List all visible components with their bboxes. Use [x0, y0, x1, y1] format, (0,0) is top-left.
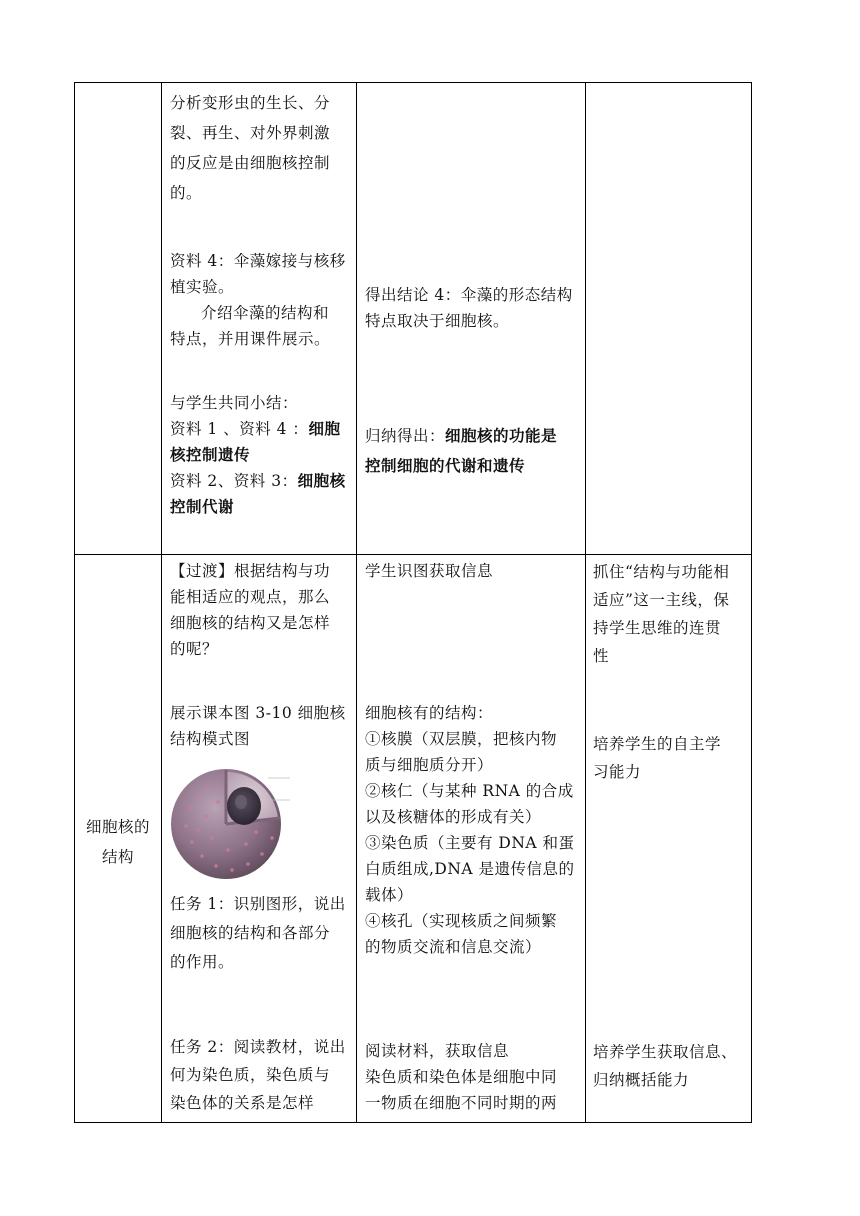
identify-text: [365, 558, 583, 584]
text-line: 展示课本图 3-10 细胞核: [170, 704, 346, 722]
design-intent-2: [593, 730, 751, 786]
text-line: 结构模式图: [170, 730, 251, 748]
text-line: 染色质和染色体是细胞中同: [365, 1068, 558, 1086]
row-divider: [74, 554, 752, 555]
text-line: 染色体的关系是怎样: [170, 1094, 315, 1112]
task-2: [170, 1033, 355, 1117]
text-line: 特点，并用课件展示。: [170, 330, 331, 348]
material-4: [170, 248, 355, 352]
structure-item: 载体）: [365, 886, 414, 904]
section-label: [75, 812, 161, 872]
text-line: 的作用。: [170, 953, 235, 971]
text-line: 抓住“结构与功能相: [593, 563, 730, 581]
design-intent-1: [593, 558, 751, 670]
col-border-3: [356, 82, 357, 1123]
text-line: 培养学生的自主学: [593, 735, 722, 753]
text-line: 一物质在细胞不同时期的两: [365, 1094, 558, 1112]
text-line: 能相适应的观点，那么: [170, 588, 331, 606]
nucleolus-highlight: [235, 795, 247, 809]
text-line: 植实验。: [170, 278, 235, 296]
row1-teacher-activity: [170, 88, 355, 208]
task-1: [170, 890, 355, 977]
structure-item: 白质组成,DNA 是遗传信息的: [365, 860, 575, 878]
table-bottom-border: [74, 1122, 752, 1123]
structure-item: 以及核糖体的形成有关）: [365, 808, 542, 826]
text-line: 习能力: [593, 763, 642, 781]
show-figure-block: [170, 700, 355, 752]
induce-line-1: [365, 423, 583, 449]
structure-item: ③染色质（主要有 DNA 和蛋: [365, 834, 575, 852]
summary-bold-line: 控制代谢: [170, 498, 235, 516]
text-line: 培养学生获取信息、: [593, 1043, 738, 1061]
transition-block: [170, 558, 355, 662]
induce-conclusion: [365, 423, 583, 479]
text-line: 阅读材料，获取信息: [365, 1042, 510, 1060]
design-intent-3: [593, 1038, 751, 1094]
text-line: 细胞核的结构又是怎样: [170, 614, 331, 632]
text-line: 的呢？: [170, 640, 219, 658]
text-line: 性: [593, 647, 610, 665]
text-line: 特点取决于细胞核。: [365, 312, 510, 330]
text-line: 何为染色质，染色质与: [170, 1066, 331, 1084]
col-border-5: [751, 82, 752, 1123]
summary-title: 与学生共同小结：: [170, 394, 299, 412]
summary-line-2: [170, 468, 355, 494]
text-line: 结构: [101, 848, 134, 866]
read-material: [365, 1038, 583, 1116]
text-line: 的。: [170, 184, 203, 202]
summary-block: [170, 390, 355, 520]
summary-prefix: 资料 2、资料 3：: [170, 472, 298, 490]
text-line: 归纳概括能力: [593, 1071, 690, 1089]
summary-line-1: [170, 416, 355, 442]
conclusion-4: [365, 282, 583, 334]
induce-bold-line: 控制细胞的代谢和遗传: [365, 457, 526, 475]
text-line: 持学生思维的连贯: [593, 619, 722, 637]
text-line: 细胞核的结构和各部分: [170, 924, 331, 942]
col-border-4: [585, 82, 586, 1123]
text-line: 细胞核的: [85, 818, 150, 836]
structure-item: ④核孔（实现核质之间频繁: [365, 912, 558, 930]
text-line: 任务 2：阅读教材，说出: [170, 1038, 346, 1056]
induce-bold: 细胞核的功能是: [445, 427, 558, 445]
structure-item: ②核仁（与某种 RNA 的合成: [365, 782, 574, 800]
text-line: 任务 1：识别图形，说出: [170, 895, 346, 913]
summary-prefix: 资料 1 、资料 4 ：: [170, 420, 309, 438]
text-line: 学生识图获取信息: [365, 562, 494, 580]
structure-list: [365, 700, 583, 960]
col-border-1: [74, 82, 75, 1123]
structure-item: ①核膜（双层膜，把核内物: [365, 730, 558, 748]
text-line: 【过渡】根据结构与功: [170, 562, 331, 580]
text-line: 裂、再生、对外界刺激: [170, 124, 331, 142]
structure-item: 的物质交流和信息交流）: [365, 938, 542, 956]
text-line: 适应”这一主线，保: [593, 591, 730, 609]
text-line: 介绍伞藻的结构和: [201, 304, 330, 322]
summary-bold-line: 核控制遗传: [170, 446, 251, 464]
text-line: 的反应是由细胞核控制: [170, 154, 331, 172]
nucleus-model-image: [168, 760, 293, 885]
summary-bold: 细胞核: [297, 472, 346, 490]
structure-item: 质与细胞质分开）: [365, 756, 494, 774]
table-top-border: [74, 82, 752, 83]
structure-title: 细胞核有的结构：: [365, 704, 494, 722]
induce-prefix: 归纳得出：: [365, 427, 446, 445]
text-line: 资料 4：伞藻嫁接与核移: [170, 252, 346, 270]
text-line: 分析变形虫的生长、分: [170, 94, 331, 112]
summary-bold: 细胞: [308, 420, 341, 438]
col-border-2: [161, 82, 162, 1123]
text-line: 得出结论 4：伞藻的形态结构: [365, 286, 573, 304]
